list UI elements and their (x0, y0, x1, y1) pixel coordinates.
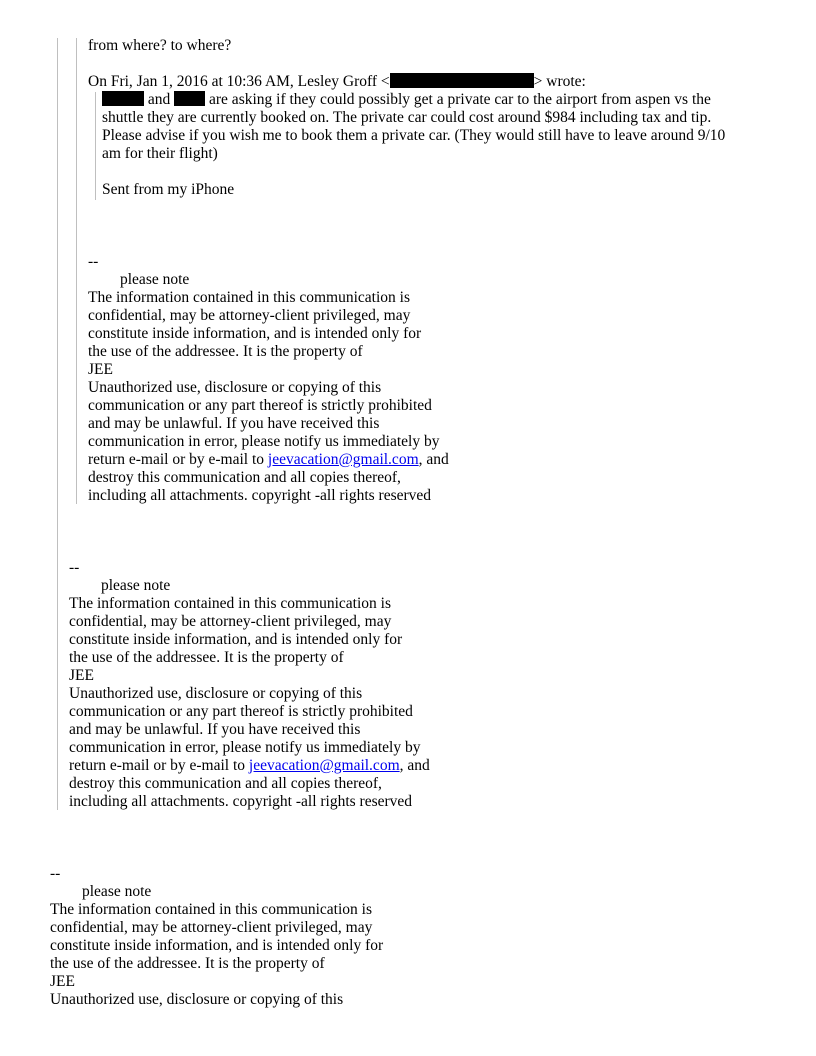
quoted-signature: Sent from my iPhone (102, 181, 235, 198)
disclaimer-line: including all attachments. copyright -all rights reserved (69, 793, 413, 810)
disclaimer-line: communication or any part thereof is strictly prohibited (69, 703, 413, 720)
disclaimer-line: Unauthorized use, disclosure or copying of this (69, 685, 363, 702)
quoted-line-3: Please advise if you wish me to book them a private car. (They would still have to leave around 9/10 (102, 127, 726, 144)
disclaimer-line: The information contained in this communication is (88, 289, 410, 306)
quote-bar-outer (57, 38, 58, 810)
disclaimer-line: The information contained in this communication is (50, 901, 372, 918)
disclaimer-block-1 (88, 253, 449, 505)
disclaimer-block-3 (50, 865, 383, 1009)
disclaimer-line: JEE (88, 361, 113, 378)
email-link[interactable]: jeevacation@gmail.com (248, 757, 400, 774)
separator: -- (88, 253, 99, 270)
disclaimer-line: communication in error, please notify us immediately by (88, 433, 440, 450)
disclaimer-heading: please note (101, 577, 171, 594)
quoted-and: and (147, 91, 171, 108)
disclaimer-line: and may be unlawful. If you have received this (88, 415, 380, 432)
disclaimer-heading: please note (120, 271, 190, 288)
redacted-name-2 (174, 91, 205, 106)
disclaimer-line: the use of the addressee. It is the property of (50, 955, 325, 972)
blank-line (102, 163, 725, 181)
disclaimer-line: confidential, may be attorney-client privileged, may (69, 613, 392, 630)
disclaimer-line: the use of the addressee. It is the property of (69, 649, 344, 666)
separator: -- (69, 559, 80, 576)
disclaimer-line: constitute inside information, and is intended only for (88, 325, 422, 342)
redacted-name-1 (102, 91, 144, 106)
disclaimer-line: including all attachments. copyright -all rights reserved (88, 487, 432, 504)
disclaimer-heading: please note (82, 883, 152, 900)
quoted-line-1-text: are asking if they could possibly get a private car to the airport from aspen vs the (209, 91, 711, 108)
quoted-line-2: shuttle they are currently booked on. The private car could cost around $984 including tax and tip. (102, 109, 712, 126)
disclaimer-line: communication or any part thereof is strictly prohibited (88, 397, 432, 414)
attribution-suffix: > wrote: (533, 73, 586, 90)
quoted-message (102, 91, 725, 199)
reply-text: from where? to where? (88, 37, 232, 54)
disclaimer-line: constitute inside information, and is intended only for (50, 937, 384, 954)
disclaimer-line: Unauthorized use, disclosure or copying of this (88, 379, 382, 396)
disclaimer-line: and may be unlawful. If you have received this (69, 721, 361, 738)
disclaimer-email-line: return e-mail or by e-mail to jeevacation@gmail.com, and (69, 757, 430, 774)
quoted-line-4: am for their flight) (102, 145, 218, 162)
quoted-line-1 (102, 91, 725, 109)
disclaimer-line: confidential, may be attorney-client privileged, may (50, 919, 373, 936)
redacted-email (390, 73, 534, 88)
email-link[interactable]: jeevacation@gmail.com (267, 451, 419, 468)
disclaimer-line: JEE (69, 667, 94, 684)
disclaimer-line: destroy this communication and all copies thereof, (88, 469, 401, 486)
disclaimer-line: confidential, may be attorney-client privileged, may (88, 307, 411, 324)
disclaimer-line: Unauthorized use, disclosure or copying of this (50, 991, 344, 1008)
disclaimer-line: destroy this communication and all copies thereof, (69, 775, 382, 792)
disclaimer-line: The information contained in this communication is (69, 595, 391, 612)
disclaimer-email-line: return e-mail or by e-mail to jeevacation@gmail.com, and (88, 451, 449, 468)
disclaimer-line: the use of the addressee. It is the property of (88, 343, 363, 360)
disclaimer-line: communication in error, please notify us immediately by (69, 739, 421, 756)
disclaimer-block-2 (69, 559, 430, 811)
disclaimer-line: constitute inside information, and is intended only for (69, 631, 403, 648)
quote-bar-middle (76, 38, 77, 504)
attribution-prefix: On Fri, Jan 1, 2016 at 10:36 AM, Lesley Groff < (88, 73, 390, 90)
separator: -- (50, 865, 61, 882)
disclaimer-line: JEE (50, 973, 75, 990)
quote-attribution (88, 73, 586, 91)
quote-bar-inner (95, 92, 96, 200)
